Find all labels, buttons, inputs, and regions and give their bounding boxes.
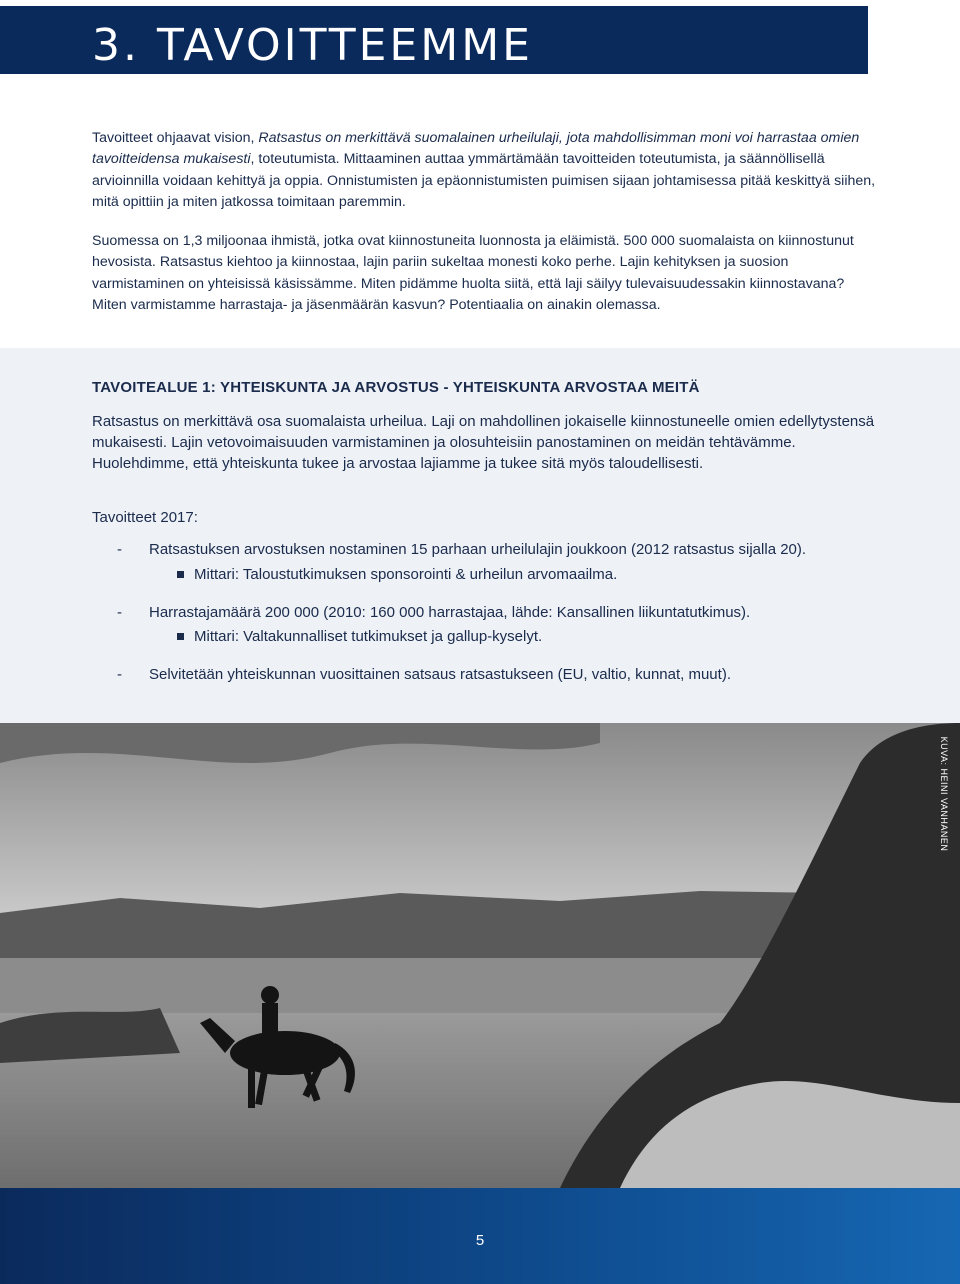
photo-illustration [0,723,960,1188]
page-title: 3. TAVOITTEEMME [92,20,533,71]
dash-bullet: - [117,541,122,558]
goal-text: Harrastajamäärä 200 000 (2010: 160 000 harrastajaa, lähde: Kansallinen liikuntatutkimus). [149,604,751,621]
square-bullet-icon [177,571,184,578]
intro-text: Tavoitteet ohjaavat vision, [92,130,259,146]
dash-bullet: - [117,604,122,621]
intro-paragraph-2: Suomessa on 1,3 miljoonaa ihmistä, jotka ovat kiinnostuneita luonnosta ja eläimistä. 500 000 suomalaista on kiinnostunut hevosista. Ratsastus kiehtoo ja kiinnostaa, lajin pariin sukeltaa monesti koko perhe. Lajin kehityksen ja suosion varmistaminen on yhteisissä käsissämme. Miten pidämme huolta siitä, että laji säilyy tulevaisuudessakin kiinnostavana? Miten varmistamme harrastaja- ja jäsenmäärän kasvun? Potentiaalia on ainakin olemassa. [92,233,854,313]
vision-quote: Ratsastus on merkittävä suomalainen urheilulaji, jota mahdollisimman moni voi harrastaa omien tavoitteidensa mukaisesti [92,130,860,168]
goal-area-text: Ratsastus on merkittävä osa suomalaista urheilua. Laji on mahdollinen jokaiselle kiinnostuneelle omien edellytystensä mukaisesti. Lajin vetovoimaisuuden varmistaminen ja olosuhteisiin panostaminen on meidän tehtävämme. Huolehdimme, että yhteiskunta tukee ja arvostaa lajiamme ja tukee sitä myös taloudellisesti. [92,413,875,472]
rider-landscape-photo [0,723,960,1188]
goal-area-heading: TAVOITEALUE 1: YHTEISKUNTA JA ARVOSTUS - YHTEISKUNTA ARVOSTAA MEITÄ [92,379,700,396]
square-bullet-icon [177,633,184,640]
title-bar [0,6,868,74]
page-number: 5 [475,1232,485,1249]
metric-text: Mittari: Taloustutkimuksen sponsorointi & urheilun arvomaailma. [194,566,618,583]
intro-text-continued: , toteutumista. Mittaaminen auttaa ymmärtämään tavoitteiden toteutumista, ja säännöllisellä arvioinnilla voidaan kehittyä ja oppia. Onnistumisten ja epäonnistumisten puimisen sijaan johtamisessa pitää keskittyä siihen, mitä opittiin ja miten jatkossa toimitaan paremmin. [92,151,876,210]
page-footer [0,1188,960,1284]
goals-label: Tavoitteet 2017: [92,509,198,526]
dash-bullet: - [117,666,122,683]
intro-paragraph-1 [92,128,882,213]
goal-text: Selvitetään yhteiskunnan vuosittainen satsaus ratsastukseen (EU, valtio, kunnat, muut). [149,666,731,683]
goal-text: Ratsastuksen arvostuksen nostaminen 15 parhaan urheilulajin joukkoon (2012 ratsastus sijalla 20). [149,541,807,558]
photo-credit [934,729,954,859]
metric-text: Mittari: Valtakunnalliset tutkimukset ja gallup-kyselyt. [194,628,543,645]
photo-credit-text: KUVA: HEINI VANHANEN [939,736,949,852]
